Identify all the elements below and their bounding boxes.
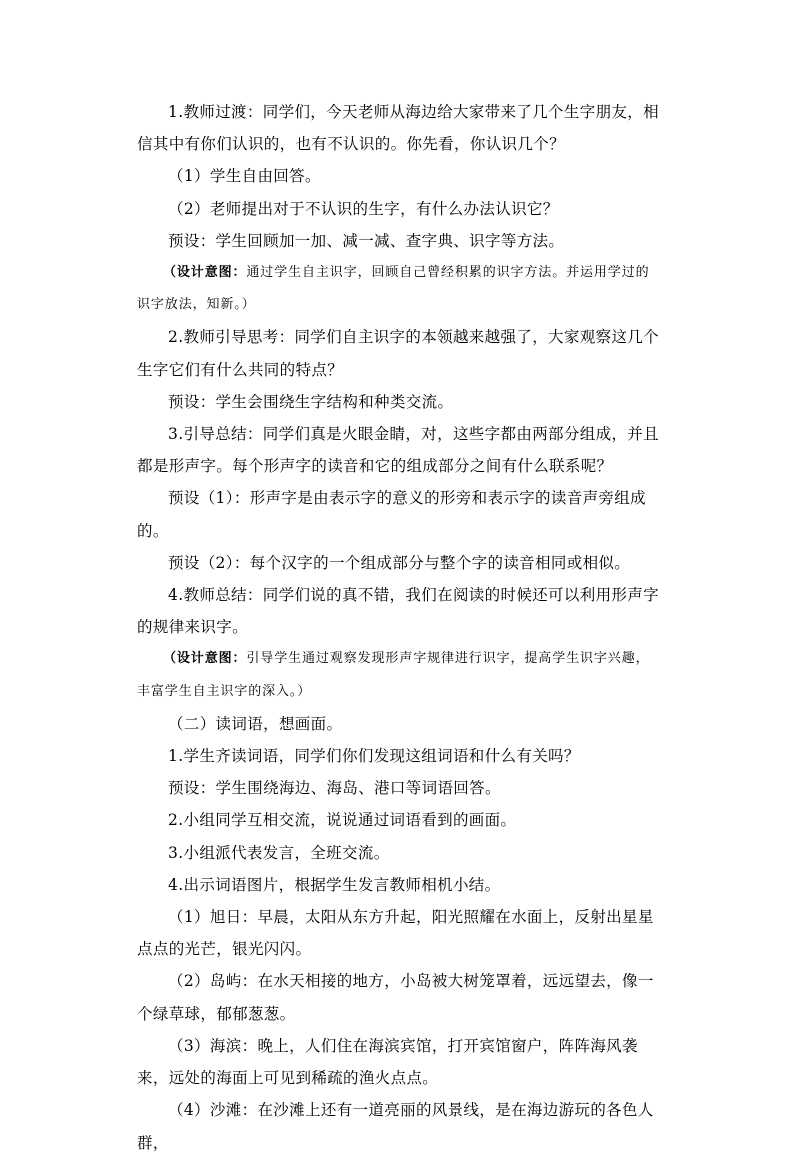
- paragraph: （1）学生自由回答。: [168, 167, 321, 186]
- paragraph: 预设（1）：形声字是由表示字的意义的形旁和表示字的读音声旁组成的。: [137, 489, 646, 540]
- paragraph: 预设：学生回顾加一加、减一减、查字典、识字等方法。: [168, 231, 565, 250]
- design-intent-text: 引导学生通过观察发现形声字规律进行识字，提高学生识字兴趣，丰富学生自主识字的深入。）: [137, 651, 650, 699]
- paragraph: 1.教师过渡：同学们，今天老师从海边给大家带来了几个生字朋友，相信其中有你们认识的，也有不认识的。你先看，你认识几个？: [137, 103, 659, 154]
- paragraph: 3.小组派代表发言，全班交流。: [168, 843, 390, 862]
- paragraph: （2）岛屿：在水天相接的地方，小岛被大树笼罩着，远远望去，像一个绿草球，郁郁葱葱。: [137, 972, 654, 1023]
- paragraph: 预设（2）：每个汉字的一个组成部分与整个字的读音相同或相似。: [168, 553, 631, 572]
- design-intent-label: （设计意图：: [163, 265, 247, 281]
- paragraph: （4）沙滩：在沙滩上还有一道亮丽的风景线，是在海边游玩的各色人群，: [137, 1101, 654, 1152]
- paragraph: 预设：学生围绕海边、海岛、港口等词语回答。: [168, 779, 501, 798]
- paragraph: 预设：学生会围绕生字结构和种类交流。: [168, 392, 454, 411]
- paragraph: 2.教师引导思考：同学们自主识字的本领越来越强了，大家观察这几个生字它们有什么共同的特点？: [137, 328, 659, 379]
- section-heading: （二）读词语，想画面。: [168, 714, 343, 733]
- paragraph: 1.学生齐读词语，同学们你们发现这组词语和什么有关吗？: [168, 747, 580, 766]
- design-intent-note: [137, 257, 660, 321]
- document-body: [137, 96, 660, 1159]
- paragraph: 3.引导总结：同学们真是火眼金睛，对，这些字都由两部分组成，并且都是形声字。每个形声字的读音和它的组成部分之间有什么联系呢？: [137, 425, 659, 476]
- paragraph: （1）旭日：早晨，太阳从东方升起，阳光照耀在水面上，反射出星星点点的光芒，银光闪闪。: [137, 908, 654, 959]
- design-intent-text: 通过学生自主识字，回顾自己曾经积累的识字方法。并运用学过的识字放法，知新。）: [137, 265, 650, 313]
- paragraph: （2）老师提出对于不认识的生字，有什么办法认识它？: [168, 199, 559, 218]
- paragraph: 4.出示词语图片，根据学生发言教师相机小结。: [168, 875, 501, 894]
- paragraph: 2.小组同学互相交流，说说通过词语看到的画面。: [168, 811, 517, 830]
- paragraph: 4.教师总结：同学们说的真不错，我们在阅读的时候还可以利用形声字的规律来识字。: [137, 586, 659, 637]
- design-intent-note: [137, 643, 660, 707]
- design-intent-label: （设计意图：: [163, 651, 247, 667]
- paragraph: （3）海滨：晚上，人们住在海滨宾馆，打开宾馆窗户，阵阵海风袭来，远处的海面上可见到稀疏的渔火点点。: [137, 1036, 638, 1088]
